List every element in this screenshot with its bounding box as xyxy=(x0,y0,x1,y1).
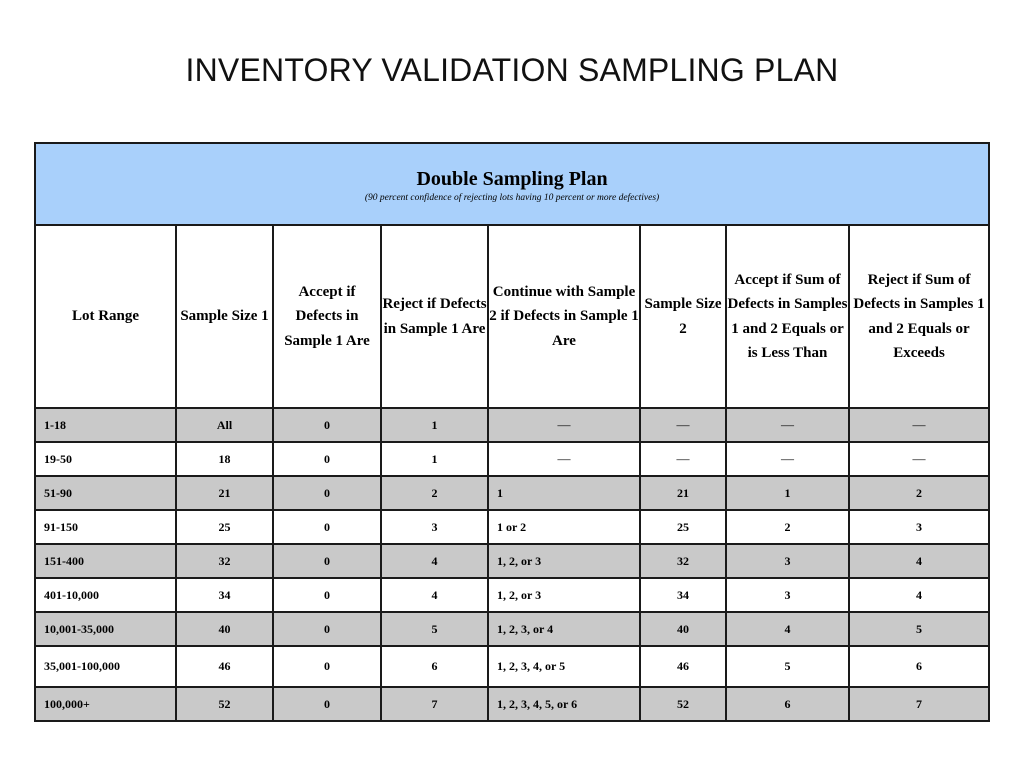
cell-lot-range: 100,000+ xyxy=(35,687,176,721)
cell-lot-range: 151-400 xyxy=(35,544,176,578)
cell-accept-sum: 6 xyxy=(726,687,849,721)
cell-sample-size-2: — xyxy=(640,408,726,442)
cell-sample-size-1: 40 xyxy=(176,612,273,646)
sampling-plan-table xyxy=(34,142,990,722)
cell-reject-sum: — xyxy=(849,408,989,442)
cell-continue: 1 xyxy=(488,476,640,510)
cell-sample-size-1: 25 xyxy=(176,510,273,544)
cell-sample-size-2: — xyxy=(640,442,726,476)
header-accept-sum: Accept if Sum of Defects in Samples 1 and 2 Equals or is Less Than xyxy=(726,225,849,408)
cell-continue: 1, 2, 3, 4, 5, or 6 xyxy=(488,687,640,721)
cell-continue: 1, 2, or 3 xyxy=(488,544,640,578)
cell-lot-range: 91-150 xyxy=(35,510,176,544)
cell-lot-range: 401-10,000 xyxy=(35,578,176,612)
cell-sample-size-1: All xyxy=(176,408,273,442)
cell-sample-size-2: 34 xyxy=(640,578,726,612)
cell-reject-1: 7 xyxy=(381,687,488,721)
table-banner xyxy=(35,143,989,225)
table-row xyxy=(35,687,989,721)
cell-reject-1: 2 xyxy=(381,476,488,510)
cell-sample-size-1: 18 xyxy=(176,442,273,476)
cell-reject-1: 1 xyxy=(381,442,488,476)
cell-accept-sum: — xyxy=(726,442,849,476)
cell-sample-size-2: 32 xyxy=(640,544,726,578)
cell-reject-sum: — xyxy=(849,442,989,476)
cell-reject-sum: 5 xyxy=(849,612,989,646)
cell-lot-range: 1-18 xyxy=(35,408,176,442)
cell-accept-sum: 2 xyxy=(726,510,849,544)
cell-accept-1: 0 xyxy=(273,687,381,721)
cell-accept-1: 0 xyxy=(273,408,381,442)
table-row xyxy=(35,408,989,442)
cell-accept-sum: 5 xyxy=(726,646,849,687)
cell-sample-size-2: 52 xyxy=(640,687,726,721)
cell-reject-1: 6 xyxy=(381,646,488,687)
cell-reject-sum: 7 xyxy=(849,687,989,721)
header-sample-size-2: Sample Size 2 xyxy=(640,225,726,408)
cell-continue: — xyxy=(488,408,640,442)
cell-accept-1: 0 xyxy=(273,578,381,612)
banner-subtitle: (90 percent confidence of rejecting lots having 10 percent or more defectives) xyxy=(364,193,660,203)
cell-reject-sum: 4 xyxy=(849,544,989,578)
cell-accept-sum: 4 xyxy=(726,612,849,646)
table-row xyxy=(35,612,989,646)
table-row xyxy=(35,544,989,578)
header-accept-sample-1: Accept if Defects in Sample 1 Are xyxy=(273,225,381,408)
cell-accept-1: 0 xyxy=(273,544,381,578)
cell-sample-size-1: 21 xyxy=(176,476,273,510)
table-row xyxy=(35,510,989,544)
table-row xyxy=(35,578,989,612)
table-row xyxy=(35,442,989,476)
cell-continue: 1, 2, or 3 xyxy=(488,578,640,612)
cell-accept-sum: — xyxy=(726,408,849,442)
cell-sample-size-1: 46 xyxy=(176,646,273,687)
cell-accept-1: 0 xyxy=(273,612,381,646)
cell-reject-sum: 3 xyxy=(849,510,989,544)
cell-accept-sum: 1 xyxy=(726,476,849,510)
cell-sample-size-2: 40 xyxy=(640,612,726,646)
cell-sample-size-2: 46 xyxy=(640,646,726,687)
table-row xyxy=(35,476,989,510)
cell-lot-range: 19-50 xyxy=(35,442,176,476)
cell-sample-size-2: 25 xyxy=(640,510,726,544)
cell-continue: — xyxy=(488,442,640,476)
cell-reject-1: 4 xyxy=(381,578,488,612)
cell-reject-sum: 6 xyxy=(849,646,989,687)
cell-reject-1: 4 xyxy=(381,544,488,578)
cell-accept-1: 0 xyxy=(273,442,381,476)
slide-title: INVENTORY VALIDATION SAMPLING PLAN xyxy=(185,52,839,88)
cell-lot-range: 10,001-35,000 xyxy=(35,612,176,646)
banner-title: Double Sampling Plan xyxy=(416,168,608,190)
header-sample-size-1: Sample Size 1 xyxy=(176,225,273,408)
header-continue-sample-2: Continue with Sample 2 if Defects in Sample 1 Are xyxy=(488,225,640,408)
cell-reject-1: 5 xyxy=(381,612,488,646)
cell-accept-sum: 3 xyxy=(726,544,849,578)
cell-lot-range: 51-90 xyxy=(35,476,176,510)
cell-reject-1: 3 xyxy=(381,510,488,544)
header-reject-sum: Reject if Sum of Defects in Samples 1 and 2 Equals or Exceeds xyxy=(849,225,989,408)
cell-accept-1: 0 xyxy=(273,510,381,544)
cell-accept-1: 0 xyxy=(273,476,381,510)
table-row xyxy=(35,646,989,687)
cell-sample-size-1: 52 xyxy=(176,687,273,721)
cell-sample-size-1: 32 xyxy=(176,544,273,578)
cell-reject-1: 1 xyxy=(381,408,488,442)
cell-sample-size-2: 21 xyxy=(640,476,726,510)
header-lot-range: Lot Range xyxy=(35,225,176,408)
cell-continue: 1, 2, 3, or 4 xyxy=(488,612,640,646)
cell-reject-sum: 4 xyxy=(849,578,989,612)
cell-continue: 1 or 2 xyxy=(488,510,640,544)
cell-reject-sum: 2 xyxy=(849,476,989,510)
cell-sample-size-1: 34 xyxy=(176,578,273,612)
cell-accept-1: 0 xyxy=(273,646,381,687)
header-row xyxy=(35,225,989,408)
cell-accept-sum: 3 xyxy=(726,578,849,612)
cell-continue: 1, 2, 3, 4, or 5 xyxy=(488,646,640,687)
header-reject-sample-1: Reject if Defects in Sample 1 Are xyxy=(381,225,488,408)
cell-lot-range: 35,001-100,000 xyxy=(35,646,176,687)
